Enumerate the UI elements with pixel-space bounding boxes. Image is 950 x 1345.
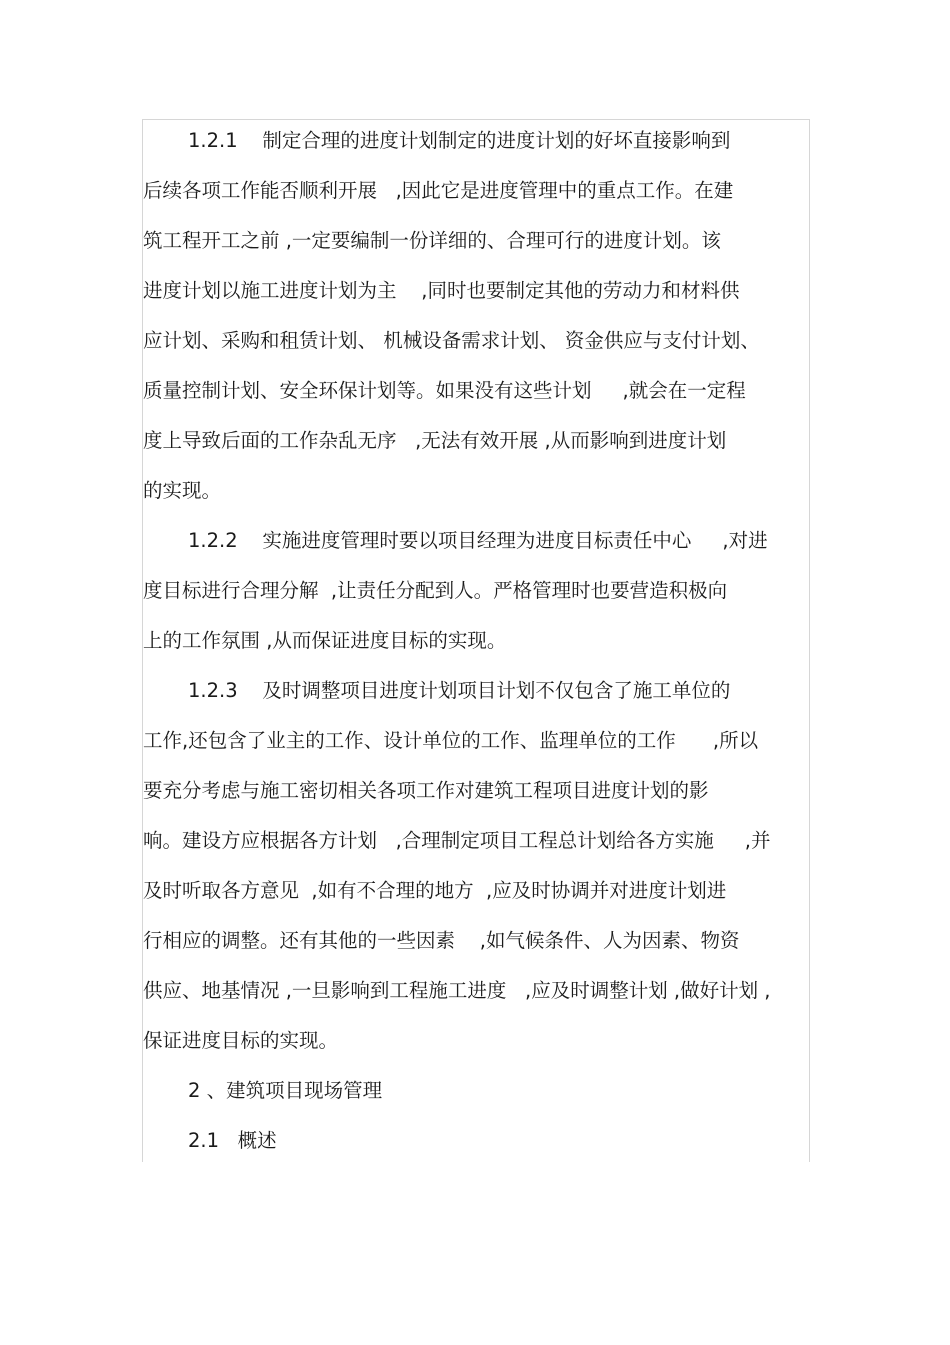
paragraph-1-2-1-line-2: 后续各项工作能否顺利开展 ,因此它是进度管理中的重点工作。在建 [143,179,734,202]
paragraph-1-2-3-line-5: 及时听取各方意见 ,如有不合理的地方 ,应及时协调并对进度计划进 [143,879,727,902]
paragraph-1-2-3-line-3: 要充分考虑与施工密切相关各项工作对建筑工程项目进度计划的影 [143,779,709,802]
section-heading-2-1: 2.1 概述 [188,1129,277,1152]
paragraph-1-2-3-line-1: 1.2.3 及时调整项目进度计划项目计划不仅包含了施工单位的 [188,679,731,702]
paragraph-1-2-3-line-2: 工作,还包含了业主的工作、设计单位的工作、监理单位的工作 ,所以 [143,729,759,752]
paragraph-1-2-1-line-5: 应计划、采购和租赁计划、 机械设备需求计划、 资金供应与支付计划、 [143,329,760,352]
paragraph-1-2-2-line-3: 上的工作氛围 ,从而保证进度目标的实现。 [143,629,507,652]
paragraph-1-2-1-line-3: 筑工程开工之前 ,一定要编制一份详细的、合理可行的进度计划。该 [143,229,721,252]
paragraph-1-2-1-line-8: 的实现。 [143,479,222,502]
paragraph-1-2-3-line-4: 响。建设方应根据各方计划 ,合理制定项目工程总计划给各方实施 ,并 [143,829,771,852]
paragraph-1-2-1-line-4: 进度计划以施工进度计划为主 ,同时也要制定其他的劳动力和材料供 [143,279,740,302]
section-heading-2: 2 、建筑项目现场管理 [188,1079,383,1102]
paragraph-1-2-3-line-8: 保证进度目标的实现。 [143,1029,339,1052]
paragraph-1-2-2-line-2: 度目标进行合理分解 ,让责任分配到人。严格管理时也要营造积极向 [143,579,728,602]
paragraph-1-2-2-line-1: 1.2.2 实施进度管理时要以项目经理为进度目标责任中心 ,对进 [188,529,768,552]
paragraph-1-2-1-line-7: 度上导致后面的工作杂乱无序 ,无法有效开展 ,从而影响到进度计划 [143,429,727,452]
paragraph-1-2-1-line-6: 质量控制计划、安全环保计划等。如果没有这些计划 ,就会在一定程 [143,379,746,402]
paragraph-1-2-3-line-6: 行相应的调整。还有其他的一些因素 ,如气候条件、人为因素、物资 [143,929,740,952]
paragraph-1-2-1-line-1: 1.2.1 制定合理的进度计划制定的进度计划的好坏直接影响到 [188,129,731,152]
paragraph-1-2-3-line-7: 供应、地基情况 ,一旦影响到工程施工进度 ,应及时调整计划 ,做好计划 , [143,979,771,1002]
